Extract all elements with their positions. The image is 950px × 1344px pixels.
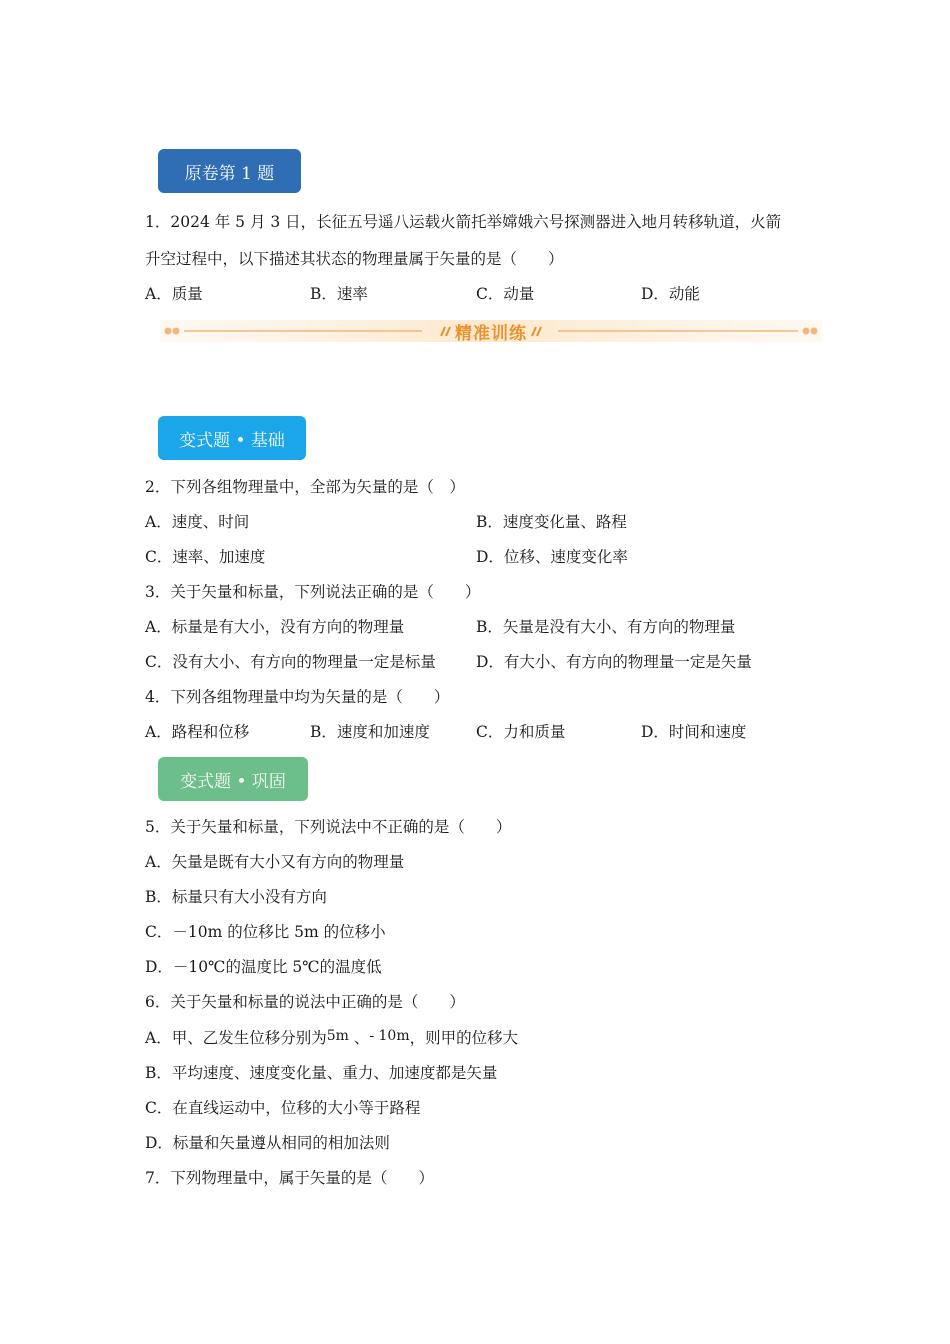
q2-option-b: B．速度变化量、路程	[476, 513, 627, 531]
q6-option-d: D．标量和矢量遵从相同的相加法则	[145, 1134, 390, 1152]
q6-option-c: C．在直线运动中，位移的大小等于路程	[145, 1099, 421, 1117]
q5-stem: 5．关于矢量和标量，下列说法中不正确的是（ ）	[145, 818, 512, 836]
q1-option-a: A．质量	[145, 285, 203, 303]
q6-option-a-prefix: A．甲、乙发生位移分别为	[145, 1029, 327, 1047]
q3-option-a: A．标量是有大小，没有方向的物理量	[145, 618, 405, 636]
q1-option-d: D．动能	[641, 285, 700, 303]
q4-option-c: C．力和质量	[476, 723, 566, 741]
q3-option-b: B．矢量是没有大小、有方向的物理量	[476, 618, 736, 636]
q2-option-d: D．位移、速度变化率	[476, 548, 628, 566]
original-question-tag: 原卷第 1 题	[158, 149, 301, 193]
banner-label: 精准训练	[455, 323, 527, 344]
variant-consolidate-tag: 变式题 • 巩固	[158, 757, 308, 801]
q6-option-a-separator: 、	[353, 1029, 370, 1047]
q5-option-b: B．标量只有大小没有方向	[145, 888, 327, 906]
q3-stem: 3．关于矢量和标量，下列说法正确的是（ ）	[145, 583, 481, 601]
q6-option-a-math-2: - 10m	[369, 1028, 410, 1044]
q1-stem-line1: 1．2024 年 5 月 3 日，长征五号遥八运载火箭托举嫦娥六号探测器进入地月转移轨道，火箭	[145, 213, 782, 231]
q6-option-a	[145, 1027, 825, 1050]
q5-option-a: A．矢量是既有大小又有方向的物理量	[145, 853, 405, 871]
q6-option-a-math-1: 5m	[326, 1028, 349, 1044]
q2-option-a: A．速度、时间	[145, 513, 250, 531]
q6-option-b: B．平均速度、速度变化量、重力、加速度都是矢量	[145, 1064, 498, 1082]
q3-option-d: D．有大小、有方向的物理量一定是矢量	[476, 653, 752, 671]
variant-basic-tag: 变式题 • 基础	[158, 416, 306, 460]
q5-option-c: C．－10m 的位移比 5m 的位移小	[145, 923, 386, 941]
q1-option-c: C．动量	[476, 285, 535, 303]
q1-option-b: B．速率	[310, 285, 368, 303]
q4-stem: 4．下列各组物理量中均为矢量的是（ ）	[145, 688, 450, 706]
q1-stem-line2: 升空过程中，以下描述其状态的物理量属于矢量的是（ ）	[145, 250, 564, 268]
q5-option-d: D．－10℃的温度比 5℃的温度低	[145, 958, 382, 976]
q4-option-b: B．速度和加速度	[310, 723, 430, 741]
q4-option-d: D．时间和速度	[641, 723, 747, 741]
q2-stem: 2．下列各组物理量中，全部为矢量的是（ ）	[145, 478, 465, 496]
q6-option-a-suffix: ，则甲的位移大	[409, 1029, 519, 1047]
q7-stem: 7．下列物理量中，属于矢量的是（ ）	[145, 1169, 434, 1187]
precision-training-banner	[160, 316, 822, 346]
q6-stem: 6．关于矢量和标量的说法中正确的是（ ）	[145, 993, 465, 1011]
q3-option-c: C．没有大小、有方向的物理量一定是标量	[145, 653, 436, 671]
q4-option-a: A．路程和位移	[145, 723, 250, 741]
q2-option-c: C．速率、加速度	[145, 548, 266, 566]
